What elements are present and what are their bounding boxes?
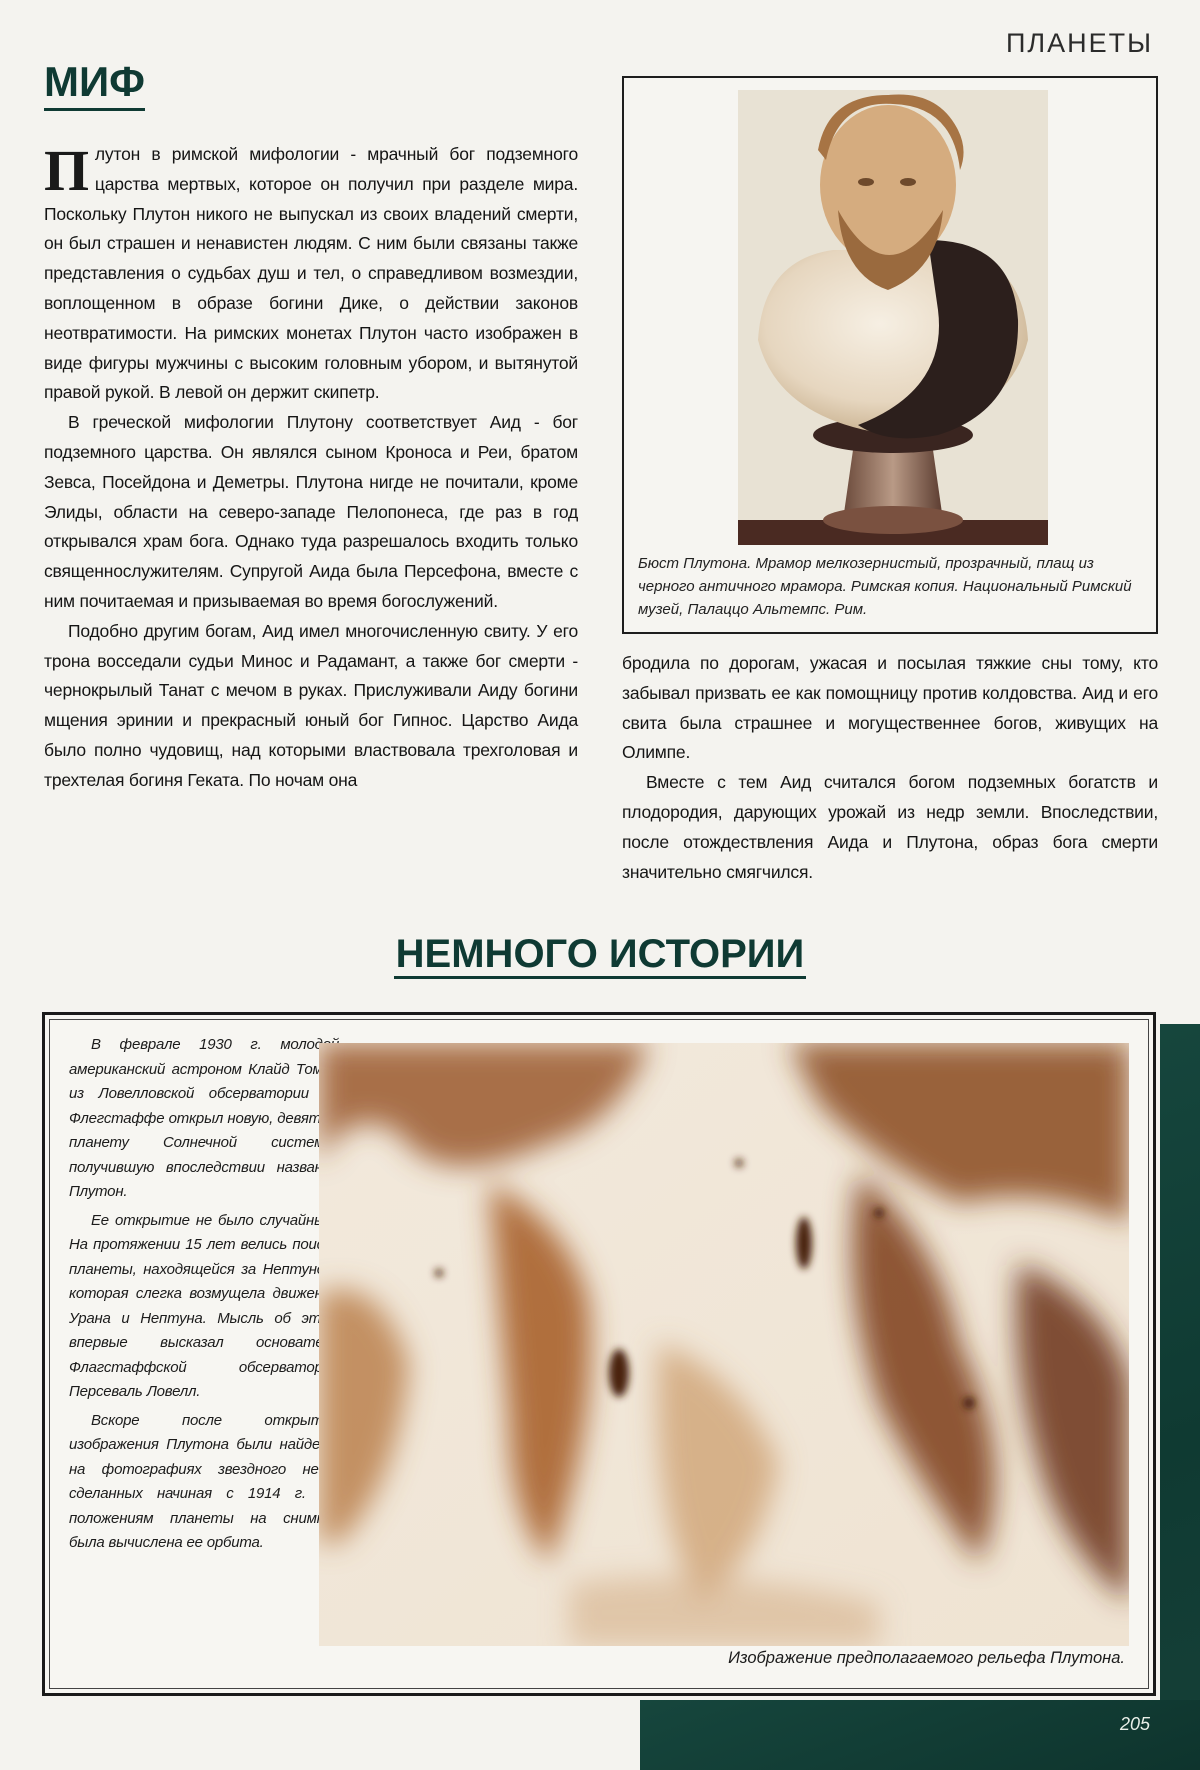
pluto-relief-map — [319, 1043, 1129, 1646]
myth-paragraph: Подобно другим богам, Аид имел многочисленную свиту. У его трона восседали судьи Минос и Радамант, а также бог смерти - чернокрылый Танат с мечом в руках. Прислуживали Аиду богини мщения эринии и прекрасный юный бог Гипнос. Царство Аида было полно чудовищ, над которыми властвовала трехголовая и трехтелая богиня Геката. По ночам она — [44, 620, 578, 790]
myth-paragraph: В греческой мифологии Плутону соответствует Аид - бог подземного царства. Он являлся сыном Кроноса и Реи, братом Зевса, Посейдона и Деметры. Плутона нигде не почитали, кроме Элиды, области на северо-западе Пелопонеса, где раз в год открывался храм бога. Однако туда разрешалось входить только священнослужителям. Супругой Аида была Персефона, вместе с ним почитаемая и призываемая во время богослужений. — [44, 412, 578, 611]
myth-text-left — [44, 140, 578, 796]
bust-figure — [622, 76, 1158, 634]
myth-paragraph: бродила по дорогам, ужасая и посылая тяжкие сны тому, кто забывал призвать ее как помощницу против колдовства. Аид и его свита была страшнее и могущественнее богов, живущих на Олимпе. — [622, 653, 1158, 763]
history-paragraph: Вскоре после открытия изображения Плутона были найдены на фотографиях звездного неба, сделанных начиная с 1914 г. По положениям планеты на снимках была вычислена ее орбита. — [69, 1411, 339, 1551]
myth-text-right — [622, 649, 1158, 887]
history-title-text: НЕМНОГО ИСТОРИИ — [394, 932, 807, 979]
history-paragraph: Ее открытие не было случайным. На протяжении 15 лет велись поиски планеты, находящейся за Нептуном, которая слегка возмущела движение Урана и Нептуна. Мысль об этом впервые высказал основатель Флагстаффской обсерватории Персеваль Ловелл. — [69, 1211, 339, 1400]
bust-caption: Бюст Плутона. Мрамор мелкозернистый, прозрачный, плащ из черного античного мрамора. Римская копия. Национальный Римский музей, Палаццо Альтемпс. Рим. — [638, 555, 1132, 618]
dropcap-letter: П — [44, 138, 89, 203]
myth-paragraph-text: лутон в римской мифологии - мрачный бог подземного царства мертвых, которое он получил при разделе мира. Поскольку Плутон никого не выпускал из своих владений смерти, он был страшен и ненавистен людям. С ним были связаны также представления о судьбах душ и тел, о справедливом возмездии, воплощенном в образе богини Дике, о действии законов неотвратимости. На римских монетах Плутон часто изображен в виде фигуры мужчины с высоким головным убором, и вытянутой правой рукой. В левой он держит скипетр. — [44, 144, 578, 403]
history-text — [69, 1033, 339, 1560]
history-paragraph: В феврале 1930 г. молодой американский астроном Клайд Томбо из Ловелловской обсерватории во Флегстаффе открыл новую, девятую планету Солнечной системы, получившую впоследствии название Плутон. — [69, 1036, 339, 1200]
history-box — [42, 1012, 1156, 1696]
myth-title: МИФ — [44, 58, 145, 111]
myth-paragraph: Вместе с тем Аид считался богом подземных богатств и плодородия, дарующих урожай из недр земли. Впоследствии, после отождествления Аида и Плутона, образ бога смерти значительно смягчился. — [622, 772, 1158, 882]
page-number: 205 — [1120, 1714, 1151, 1734]
decorative-green-footer — [640, 1700, 1200, 1770]
history-title — [0, 932, 1200, 977]
myth-paragraph — [44, 140, 578, 408]
section-label: ПЛАНЕТЫ — [1005, 28, 1153, 58]
pluto-bust-photo — [738, 90, 1048, 545]
decorative-green-band — [1160, 1024, 1200, 1724]
map-caption: Изображение предполагаемого рельефа Плутона. — [728, 1649, 1125, 1667]
